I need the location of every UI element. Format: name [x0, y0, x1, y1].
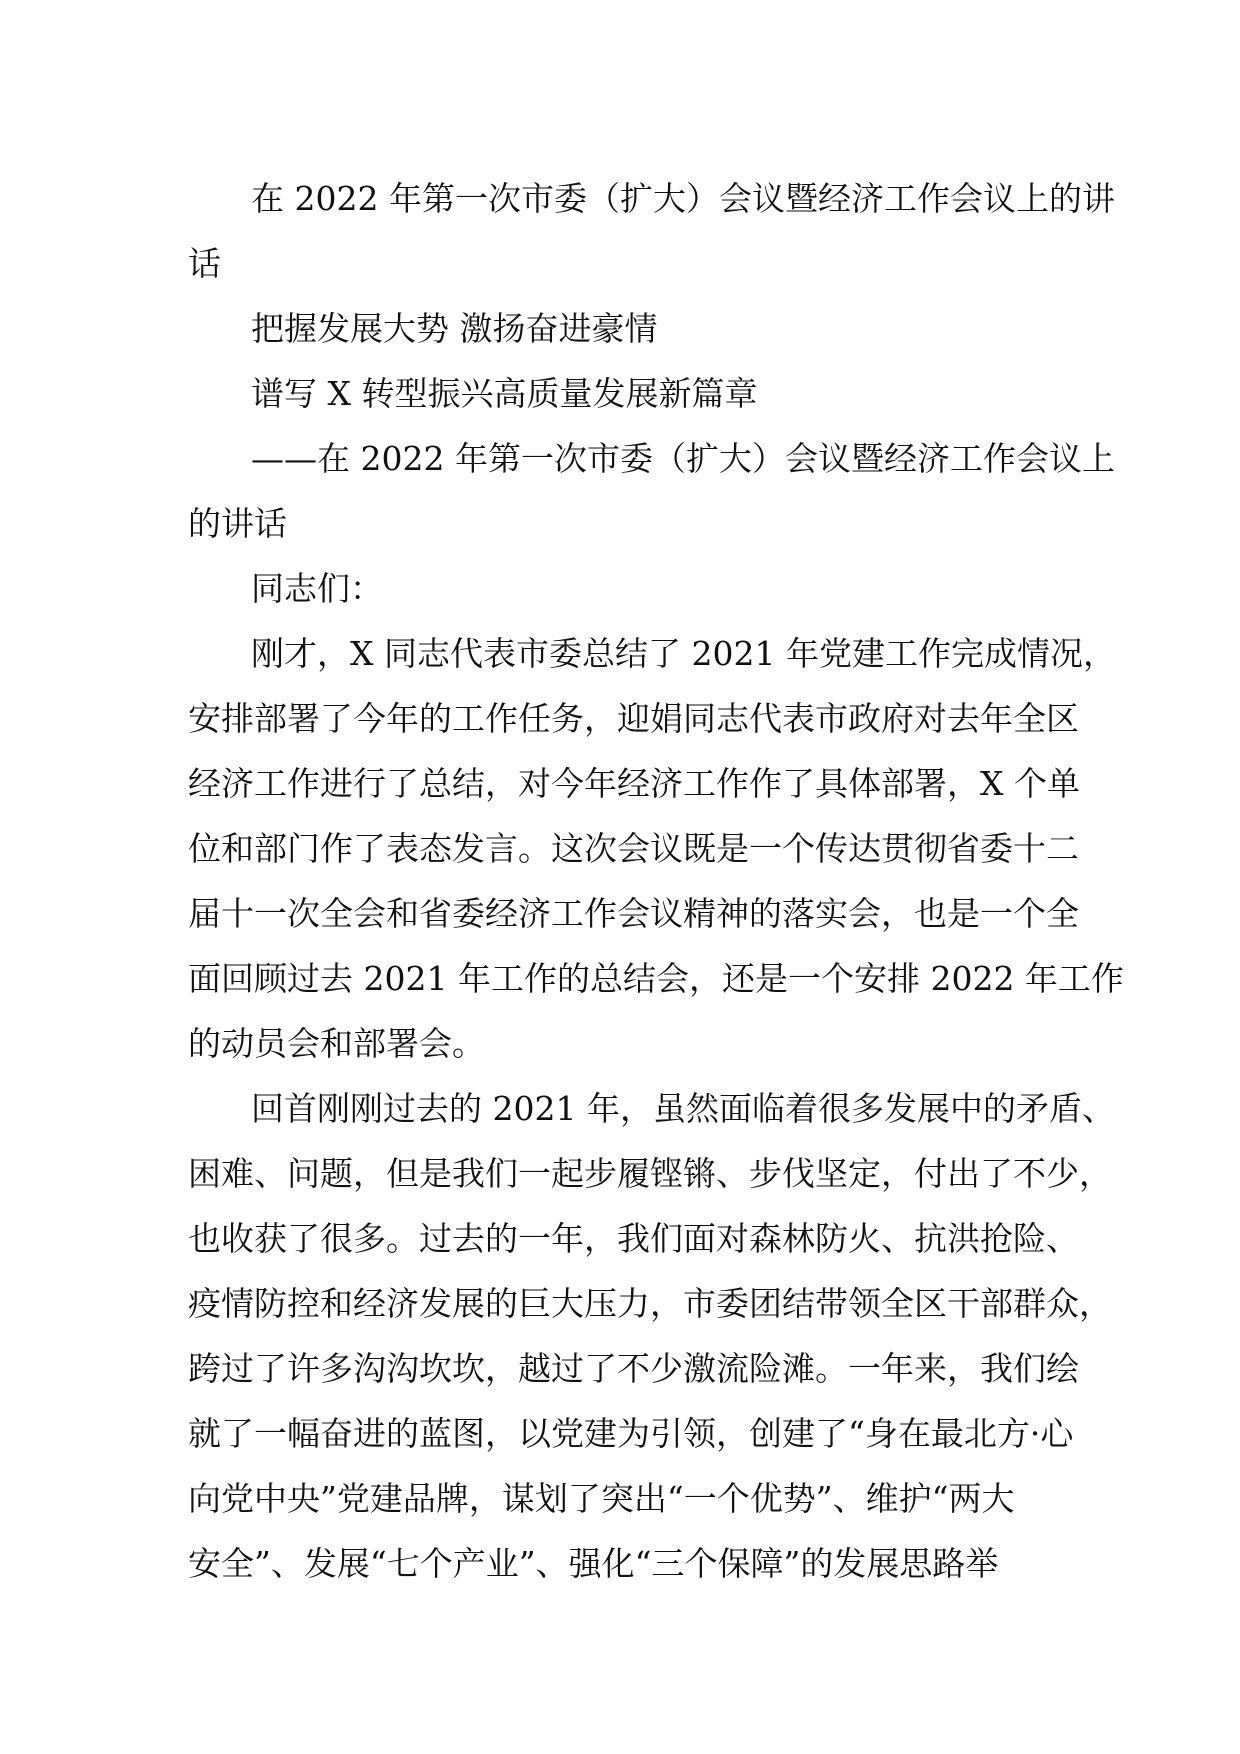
paragraph-1-line-7: 的动员会和部署会。 — [188, 1024, 485, 1063]
paragraph-1-line-4: 位和部门作了表态发言。这次会议既是一个传达贯彻省委十二 — [188, 829, 1079, 868]
paragraph-2-line-1: 回首刚刚过去的 2021 年，虽然面临着很多发展中的矛盾、 — [251, 1089, 1115, 1128]
salutation: 同志们： — [251, 569, 383, 608]
paragraph-1-line-2: 安排部署了今年的工作任务，迎娟同志代表市政府对去年全区 — [188, 699, 1079, 738]
subtitle-line: ——在 2022 年第一次市委（扩大）会议暨经济工作会议上 — [251, 439, 1115, 478]
paragraph-2-line-6: 就了一幅奋进的蓝图，以党建为引领，创建了“身在最北方·心 — [188, 1414, 1074, 1453]
headline-line-2: 谱写 X 转型振兴高质量发展新篇章 — [251, 374, 758, 413]
paragraph-1-line-5: 届十一次全会和省委经济工作会议精神的落实会，也是一个全 — [188, 894, 1079, 933]
paragraph-2-line-4: 疫情防控和经济发展的巨大压力，市委团结带领全区干部群众， — [188, 1284, 1112, 1323]
paragraph-2-line-8: 安全”、发展“七个产业”、强化“三个保障”的发展思路举 — [188, 1544, 999, 1583]
paragraph-1-line-1: 刚才，X 同志代表市委总结了 2021 年党建工作完成情况， — [251, 634, 1116, 673]
paragraph-2-line-3: 也收获了很多。过去的一年，我们面对森林防火、抗洪抢险、 — [188, 1219, 1079, 1258]
title-line-continued: 话 — [188, 244, 221, 283]
document-body — [188, 166, 1124, 1596]
paragraph-2-line-7: 向党中央”党建品牌，谋划了突出“一个优势”、维护“两大 — [188, 1479, 1015, 1518]
paragraph-1-line-6: 面回顾过去 2021 年工作的总结会，还是一个安排 2022 年工作 — [188, 959, 1124, 998]
paragraph-2-line-2: 困难、问题，但是我们一起步履铿锵、步伐坚定，付出了不少， — [188, 1154, 1112, 1193]
subtitle-line-continued: 的讲话 — [188, 504, 287, 543]
paragraph-1-line-3: 经济工作进行了总结，对今年经济工作作了具体部署，X 个单 — [188, 764, 1080, 803]
title-line: 在 2022 年第一次市委（扩大）会议暨经济工作会议上的讲 — [251, 179, 1115, 218]
headline-line-1: 把握发展大势 激扬奋进豪情 — [251, 309, 658, 348]
paragraph-2-line-5: 跨过了许多沟沟坎坎，越过了不少激流险滩。一年来，我们绘 — [188, 1349, 1079, 1388]
